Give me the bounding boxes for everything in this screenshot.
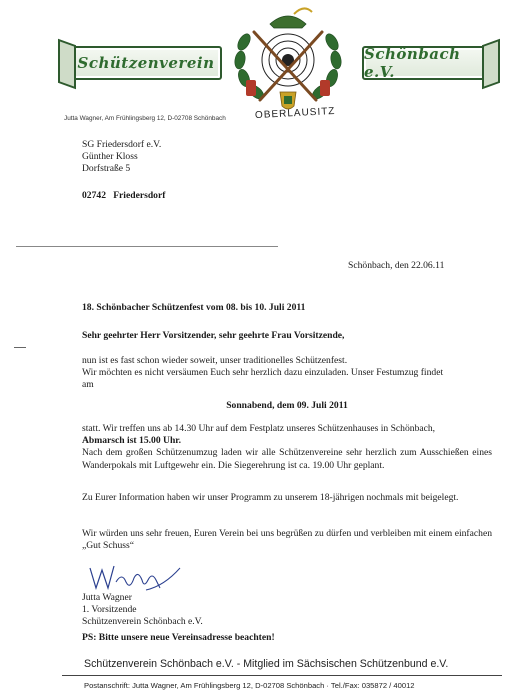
paragraph-3 [82, 492, 492, 504]
banner-left-text: Schützenverein [77, 54, 215, 72]
footer-line2 [84, 681, 415, 690]
footer-line1-text: Schützenverein Schönbach e.V. - Mitglied im Sächsischen Schützenbund e.V. [84, 658, 449, 670]
salutation [82, 330, 344, 342]
date-line [348, 260, 444, 272]
club-emblem-icon [228, 2, 348, 120]
para1-line3: am [82, 379, 94, 391]
sender-line [64, 115, 226, 122]
para2-bold: Abmarsch ist 15.00 Uhr. [82, 435, 182, 447]
event-date [82, 400, 492, 412]
footer-line1 [84, 658, 448, 670]
banner-left [70, 46, 222, 80]
handwritten-signature-icon [86, 560, 186, 594]
signature-org: Schützenverein Schönbach e.V. [82, 616, 203, 628]
subject-line [82, 302, 305, 314]
date-text: Schönbach, den 22.06.11 [348, 260, 445, 271]
footer-line2-text: Postanschrift: Jutta Wagner, Am Frühlingsberg 12, D-02708 Schönbach · Tel./Fax: 035872 / 40012 [84, 681, 415, 690]
recipient-city: Friedersdorf [113, 190, 166, 201]
para1-line1: nun ist es fast schon wieder soweit, unser traditionelles Schützenfest. [82, 355, 348, 366]
emblem-caption-text: OBERLAUSITZ [254, 105, 336, 122]
recipient-line3: Dorfstraße 5 [82, 163, 131, 175]
postscript-text: PS: Bitte unsere neue Vereinsadresse beachten! [82, 632, 275, 643]
salutation-text: Sehr geehrter Herr Vorsitzender, sehr geehrte Frau Vorsitzende, [82, 330, 345, 341]
postscript [82, 632, 275, 644]
recipient-postcode: 02742 [82, 190, 106, 201]
paragraph-1 [82, 355, 492, 392]
para4-text: Wir würden uns sehr freuen, Euren Verein bei uns begrüßen zu dürfen und verbleiben mit einem einfachen „Gut Schuss“ [82, 528, 492, 552]
sender-line-text: Jutta Wagner, Am Frühlingsberg 12, D-02708 Schönbach [64, 115, 226, 122]
footer-rule [62, 675, 502, 676]
event-date-text: Sonnabend, dem 09. Juli 2011 [226, 400, 348, 411]
signature-name: Jutta Wagner [82, 592, 132, 603]
banner-right-text: Schönbach e.V. [364, 45, 461, 81]
recipient-line1: SG Friedersdorf e.V. [82, 139, 162, 150]
banner-right [362, 46, 488, 80]
recipient-city-line [82, 190, 165, 202]
para3-text: Zu Eurer Information haben wir unser Programm zu unserem 18-jährigen nochmals mit beigelegt. [82, 492, 459, 503]
fold-line [16, 246, 278, 247]
para2-line1: statt. Wir treffen uns ab 14.30 Uhr auf dem Festplatz unseres Schützenhauses in Schönbach, [82, 423, 436, 434]
paragraph-2 [82, 423, 492, 472]
signature-block [82, 592, 203, 629]
subject-text: 18. Schönbacher Schützenfest vom 08. bis 10. Juli 2011 [82, 302, 306, 313]
margin-mark [14, 347, 26, 348]
signature-role: 1. Vorsitzende [82, 604, 137, 616]
para2-rest: Nach dem großen Schützenumzug laden wir alle Schützenvereine sehr herzlich zum Ausschießen eines Wanderpokals mit Luftgewehr ein. Die Siegerehrung ist ca. 19.00 Uhr geplant. [82, 447, 492, 471]
para1-line2: Wir möchten es nicht versäumen Euch sehr herzlich dazu einzuladen. Unser Festumzug findet [82, 367, 444, 379]
paragraph-4 [82, 528, 492, 552]
recipient-line2: Günther Kloss [82, 151, 138, 163]
recipient-address [82, 139, 161, 176]
